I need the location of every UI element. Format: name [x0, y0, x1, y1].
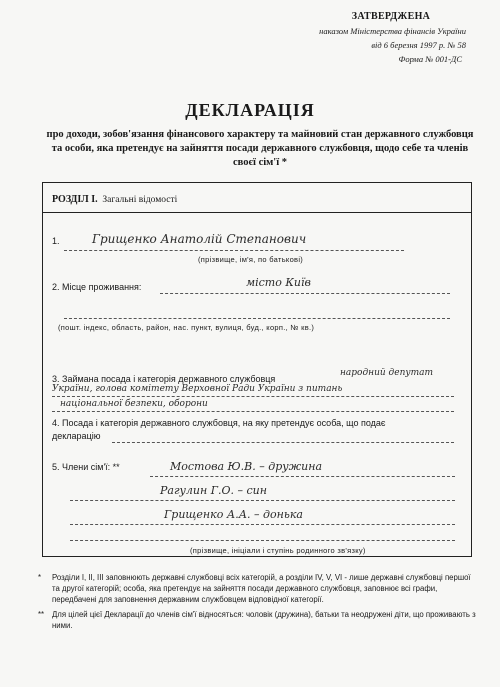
section-number: РОЗДІЛ I.: [52, 194, 98, 205]
field-4-label: 4. Посада і категорія державного службовця, на яку претендує особа, що подає: [52, 418, 386, 428]
family-member: Мостова Ю.В. – дружина: [170, 460, 323, 473]
section-heading: [52, 194, 177, 205]
field-2-hint: (пошт. індекс, область, район, нас. пункт, вулиця, буд., корп., № кв.): [58, 323, 315, 332]
field-2-value: місто Київ: [246, 276, 311, 289]
document-subtitle: про доходи, зобов'язання фінансового характеру та майновий стан державного службовця та особи, яка претендує на зайняття посади державного службовця, щодо себе та членів своєї сім'ї *: [46, 129, 474, 168]
approval-heading: ЗАТВЕРДЖЕНА: [351, 11, 431, 22]
field-3-line-2: [52, 411, 454, 412]
family-member: Грищенко А.А. – донька: [164, 508, 303, 521]
footnote-1: [38, 572, 478, 605]
field-1-hint: (прізвище, ім'я, по батькові): [198, 255, 304, 264]
approval-block: [276, 10, 466, 66]
field-3-label: 3. Займана посада і категорія державного службовця: [52, 374, 276, 384]
footnote-1-text: Розділи І, ІІ, ІІІ заповнюють державні службовці всіх категорій, а розділи IV, V, VI - лише державні службовці першої та другої категорій; особа, яка претендує на зайняття посади державного службовця, заповнює всі графи, передбачені для заповнення державним службовцем відповідної категорії.: [52, 573, 471, 604]
approval-order: наказом Міністерства фінансів України: [319, 26, 466, 36]
field-4-label-2: декларацію: [52, 431, 101, 441]
field-4-line: [112, 442, 454, 443]
section-divider: [42, 212, 472, 213]
field-3-line: [52, 396, 454, 397]
approval-date: від 6 березня 1997 р. № 58: [371, 40, 466, 50]
field-1-line: [64, 250, 404, 251]
form-number: Форма № 001-ДС: [398, 54, 462, 64]
field-5-line-1: [150, 476, 455, 477]
field-5-hint: (прізвище, ініціали і ступінь родинного зв'язку): [190, 546, 366, 555]
field-2-line: [160, 293, 450, 294]
footnote-2: [38, 609, 478, 631]
section-name: Загальні відомості: [102, 195, 178, 205]
document-title: ДЕКЛАРАЦІЯ: [185, 100, 315, 120]
field-5-line-3: [70, 524, 455, 525]
field-3-value-1: народний депутат: [340, 368, 434, 378]
field-2-label: 2. Місце проживання:: [52, 282, 142, 292]
family-member: Рагулин Г.О. – син: [160, 484, 268, 497]
field-5-label: 5. Члени сім'ї: **: [52, 462, 120, 472]
field-1-number: 1.: [52, 236, 60, 246]
field-5-line-4: [70, 540, 455, 541]
field-1-value: Грищенко Анатолій Степанович: [92, 232, 307, 246]
footnote-2-mark: **: [38, 610, 45, 619]
footnote-1-mark: *: [38, 573, 42, 582]
field-2-line-2: [64, 318, 450, 319]
footnotes: [38, 572, 478, 635]
field-3-value-2: України, голова комітету Верховної Ради України з питань: [52, 384, 343, 394]
footnote-2-text: Для цілей цієї Декларації до членів сім'ї відносяться: чоловік (дружина), батьки та неодружені діти, що проживають з ними.: [52, 610, 476, 630]
field-5-line-2: [70, 500, 455, 501]
field-3-value-3: національної безпеки, оборони: [60, 399, 208, 409]
